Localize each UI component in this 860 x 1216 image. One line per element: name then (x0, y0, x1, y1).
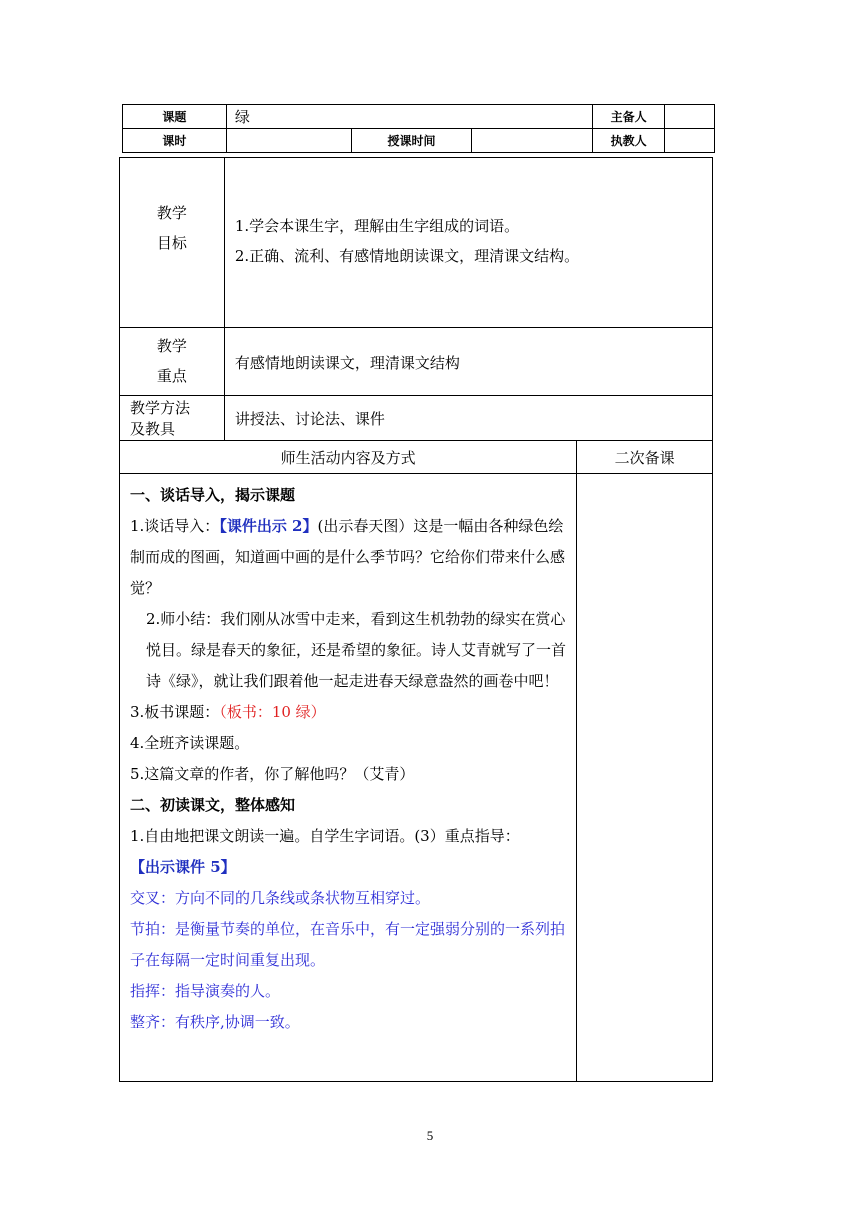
period-label: 课时 (123, 129, 227, 153)
definition-jiepai: 节拍：是衡量节奏的单位，在音乐中，有一定强弱分别的一系列拍子在每隔一定时间重复出现。 (130, 920, 566, 969)
preparer-value (665, 105, 715, 129)
page-number: 5 (426, 1128, 434, 1143)
methods-text: 讲授法、讨论法、课件 (224, 396, 712, 441)
board-writing: （板书：10 绿） (219, 703, 326, 721)
methods-label-cell (120, 396, 225, 441)
methods-label-line1: 教学方法 (130, 399, 191, 417)
key-points-text: 有感情地朗读课文，理清课文结构 (224, 328, 712, 396)
executor-value (665, 129, 715, 153)
period-value (226, 129, 351, 153)
goal-item-2: 2.正确、流利、有感情地朗读课文，理清课文结构。 (234, 247, 580, 265)
definition-zhengqi: 整齐：有秩序,协调一致。 (130, 1013, 300, 1031)
s1-item2: 2.师小结：我们刚从冰雪中走来，看到这生机勃勃的绿实在赏心悦目。绿是春天的象征，还是希望的象征。诗人艾青就写了一首诗《绿》，就让我们跟着他一起走进春天绿意盎然的画卷中吧！ (146, 610, 567, 690)
s1-item5: 5.这篇文章的作者，你了解他吗？（艾青） (130, 765, 415, 783)
s2-item1: 1.自由地把课文朗读一遍。自学生字词语。(3）重点指导： (130, 827, 520, 845)
lesson-title-label: 课题 (123, 105, 227, 129)
second-prep-header: 二次备课 (577, 441, 713, 474)
definition-jiaocha: 交叉：方向不同的几条线或条状物互相穿过。 (130, 889, 431, 907)
courseware-2-label: 【课件出示 2】 (219, 517, 318, 535)
second-prep-cell (577, 474, 713, 1082)
courseware-5-label: 【出示课件 5】 (130, 858, 236, 876)
section1-heading: 一、谈话导入，揭示课题 (130, 486, 296, 504)
header-table (122, 104, 715, 153)
goals-label-line2: 目标 (156, 234, 187, 252)
goals-label-line1: 教学 (156, 204, 187, 222)
methods-label-line2: 及教具 (130, 420, 176, 438)
teaching-time-label: 授课时间 (351, 129, 472, 153)
s1-item1 (130, 511, 568, 604)
s1-item3-prefix: 3.板书课题： (130, 703, 220, 721)
goals-label-cell (120, 158, 225, 328)
preparer-label: 主备人 (593, 105, 665, 129)
s1-item4: 4.全班齐读课题。 (130, 734, 250, 752)
definition-zhihui: 指挥：指导演奏的人。 (130, 982, 281, 1000)
key-points-label-line2: 重点 (156, 367, 187, 385)
lesson-plan-table (119, 157, 713, 1082)
key-points-label-cell (120, 328, 225, 396)
s1-item1-text: (出示春天图）这是一幅由各种绿色绘制而成的图画，知道画中画的是什么季节吗？它给你们带来什么感觉？ (130, 517, 566, 597)
goals-content (224, 158, 712, 328)
activities-column-header: 师生活动内容及方式 (120, 441, 577, 474)
lesson-title-value: 绿 (226, 105, 592, 129)
executor-label: 执教人 (593, 129, 665, 153)
teaching-time-value (472, 129, 593, 153)
section2-heading: 二、初读课文，整体感知 (130, 796, 296, 814)
activities-content (120, 474, 577, 1082)
s1-item1-prefix: 1.谈话导入： (130, 517, 220, 535)
goal-item-1: 1.学会本课生字，理解由生字组成的词语。 (234, 217, 520, 235)
s1-item3 (130, 697, 568, 728)
key-points-label-line1: 教学 (156, 337, 187, 355)
